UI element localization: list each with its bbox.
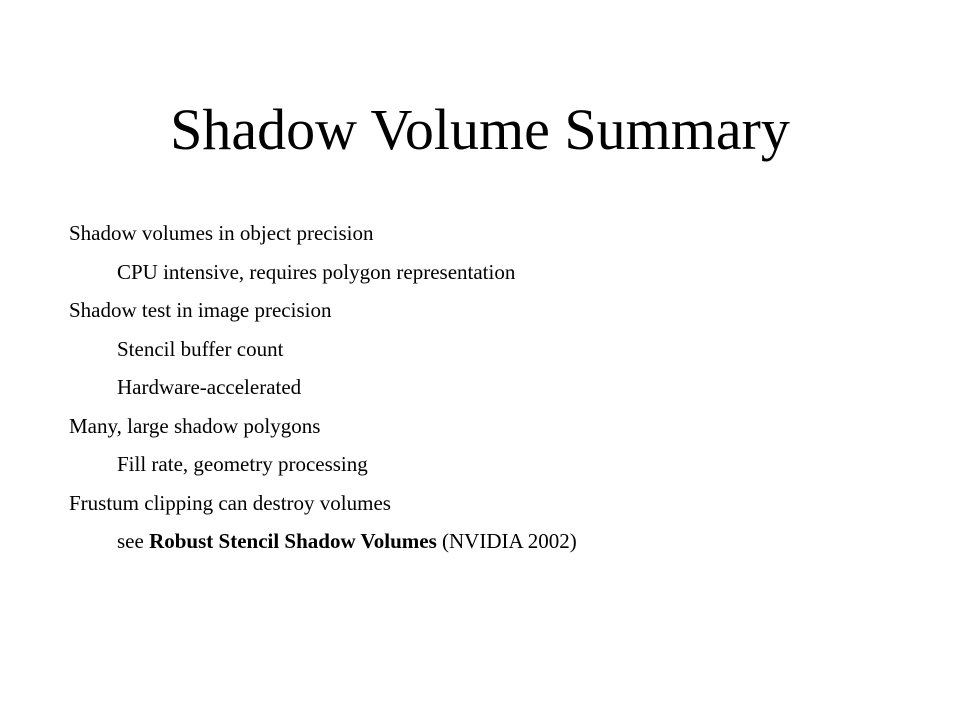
sub-bullet-item: Stencil buffer count [117,336,284,361]
sub-bullet-item: Fill rate, geometry processing [117,452,368,476]
sub-bullet-item: Hardware-accelerated [117,375,302,399]
bullet-item: Shadow volumes in object precision [69,221,374,245]
reference-suffix: (NVIDIA 2002) [436,529,577,553]
bullet-item: Shadow test in image precision [69,298,332,322]
bullet-list [69,214,577,561]
bullet-item: Many, large shadow polygons [69,413,321,438]
slide-title: Shadow Volume Summary [170,97,790,162]
bullet-item: Frustum clipping can destroy volumes [69,490,391,515]
reference-title: Robust Stencil Shadow Volumes [149,529,437,553]
sub-bullet-item-reference [69,522,577,561]
reference-prefix: see [117,529,150,553]
sub-bullet-item: CPU intensive, requires polygon representation [117,259,516,284]
